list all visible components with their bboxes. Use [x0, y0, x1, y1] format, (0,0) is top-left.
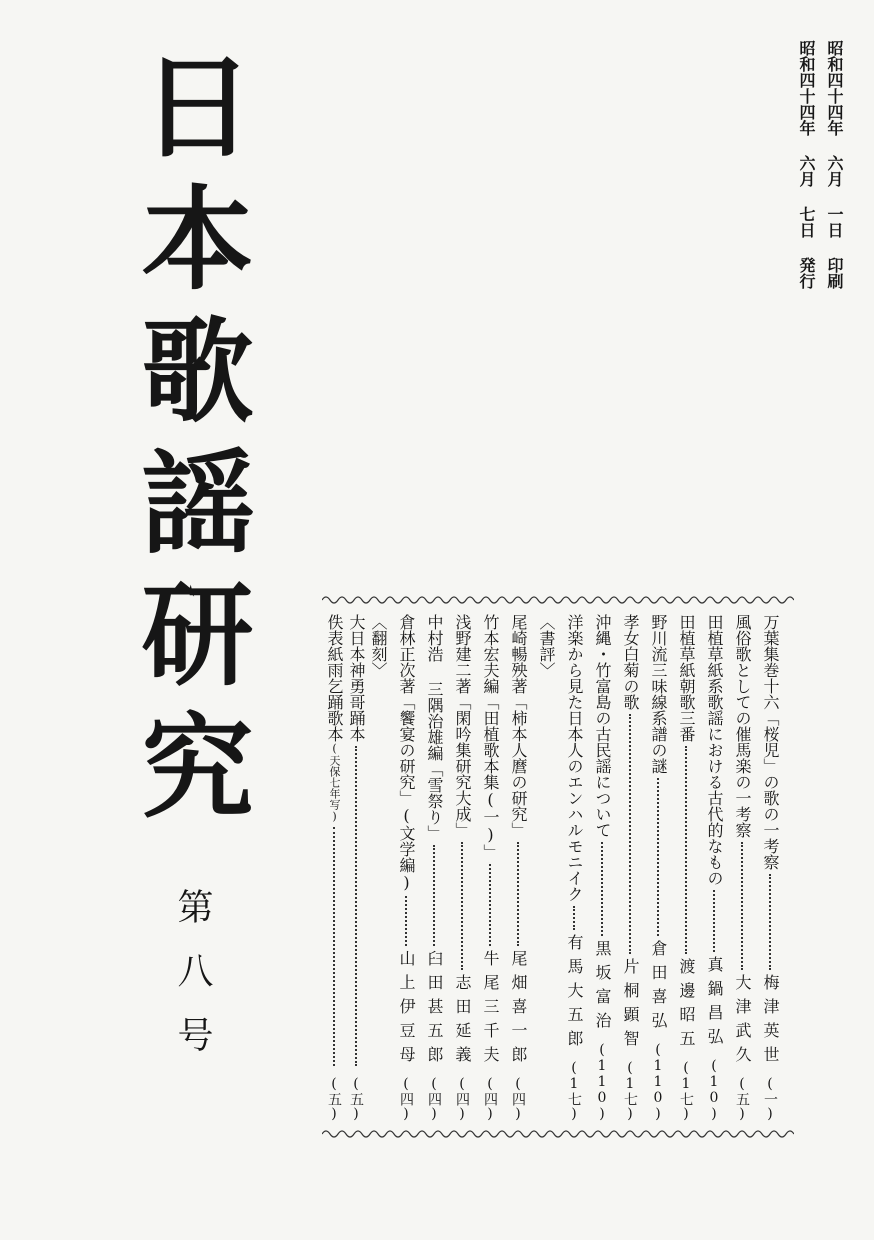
leader-dots	[573, 906, 575, 930]
article-title: 孝女白菊の歌	[621, 614, 640, 710]
toc-article	[646, 614, 670, 1122]
article-author: 渡邊昭五	[677, 958, 696, 1054]
journal-title: 日本歌謡研究	[123, 48, 254, 840]
article-title: 沖縄・竹富島の古民謡について	[593, 614, 612, 838]
leader-dots	[713, 890, 715, 952]
article-title: 田植草紙朝歌三番	[677, 614, 696, 742]
table-of-contents	[322, 614, 794, 1124]
toc-article	[702, 614, 726, 1122]
review-title: 尾崎暢殃著「柿本人麿の研究」	[509, 614, 528, 838]
toc-article	[730, 614, 754, 1122]
toc-article	[674, 614, 698, 1122]
review-author: 牛尾三千夫	[481, 950, 500, 1070]
article-title: 洋楽から見た日本人のエンハルモニイク	[565, 614, 584, 902]
article-page: (1七)	[622, 1060, 638, 1122]
article-page: (1七)	[566, 1060, 582, 1122]
article-title: 万葉集巻十六「桜児」の歌の一考察	[761, 614, 780, 870]
article-author: 黒坂富治	[593, 940, 612, 1036]
leader-dots	[769, 874, 771, 970]
toc-article	[590, 614, 614, 1122]
article-page: (五)	[734, 1076, 750, 1122]
leader-dots	[461, 842, 463, 970]
toc-reprint	[322, 614, 346, 1122]
reprint-title: 佚表紙雨乞踊歌本	[325, 614, 344, 742]
leader-dots	[355, 746, 357, 1066]
issue-number: 第八号	[172, 888, 213, 1080]
toc-article	[758, 614, 782, 1122]
review-title: 浅野建二著「閑吟集研究大成」	[453, 614, 472, 838]
article-author: 真鍋昌弘	[705, 956, 724, 1052]
publication-dates	[786, 40, 846, 300]
toc-review	[506, 614, 530, 1122]
article-author: 梅津英世	[761, 974, 780, 1070]
toc-reprint	[344, 614, 368, 1122]
toc-article	[562, 614, 586, 1122]
toc-article	[618, 614, 642, 1122]
review-page: (四)	[398, 1076, 414, 1122]
article-author: 片桐顕智	[621, 958, 640, 1054]
article-page: (110)	[650, 1042, 666, 1122]
review-page: (四)	[454, 1076, 470, 1122]
review-heading: 〈書評〉	[537, 614, 556, 678]
leader-dots	[601, 842, 603, 936]
reprint-page: (五)	[348, 1076, 364, 1122]
reprint-heading: 〈翻刻〉	[369, 614, 388, 678]
leader-dots	[741, 842, 743, 970]
reprint-title: 大日本神勇哥踊本	[347, 614, 366, 742]
review-title: 中村浩 三隅治雄編「雪祭り」	[425, 614, 444, 841]
article-page: (1七)	[678, 1060, 694, 1122]
review-title: 倉林正次著「饗宴の研究」(文学編)	[397, 614, 416, 892]
publish-date: 昭和四十四年 六月 七日 発行	[797, 40, 816, 289]
review-title: 竹本宏夫編「田植歌本集(一)」	[481, 614, 500, 860]
review-author: 尾畑喜一郎	[509, 950, 528, 1070]
review-page: (四)	[426, 1076, 442, 1122]
leader-dots	[657, 778, 659, 936]
review-author: 臼田甚五郎	[425, 950, 444, 1070]
wavy-rule-top	[322, 594, 794, 606]
article-page: (110)	[594, 1042, 610, 1122]
article-page: (一)	[762, 1076, 778, 1122]
leader-dots	[685, 746, 687, 954]
leader-dots	[629, 714, 631, 954]
article-author: 有馬大五郎	[565, 934, 584, 1054]
article-author: 倉田喜弘	[649, 940, 668, 1036]
review-author: 山上伊豆母	[397, 950, 416, 1070]
review-page: (四)	[482, 1076, 498, 1122]
review-page: (四)	[510, 1076, 526, 1122]
reprint-page: (五)	[326, 1076, 342, 1122]
toc-review	[478, 614, 502, 1122]
toc-review	[450, 614, 474, 1122]
leader-dots	[433, 845, 435, 946]
review-author: 志田延義	[453, 974, 472, 1070]
article-title: 風俗歌としての催馬楽の一考察	[733, 614, 752, 838]
toc-review	[394, 614, 418, 1122]
print-date: 昭和四十四年 六月 一日 印刷	[825, 40, 844, 289]
article-title: 田植草紙系歌謡における古代的なもの	[705, 614, 724, 886]
reprint-note: (天保七年写)	[328, 742, 341, 823]
article-author: 大津武久	[733, 974, 752, 1070]
leader-dots	[517, 842, 519, 946]
leader-dots	[405, 896, 407, 946]
wavy-rule-bottom	[322, 1128, 794, 1140]
article-title: 野川流三味線系譜の謎	[649, 614, 668, 774]
leader-dots	[333, 827, 335, 1066]
toc-review	[422, 614, 446, 1122]
leader-dots	[489, 864, 491, 946]
article-page: (10)	[706, 1058, 722, 1122]
